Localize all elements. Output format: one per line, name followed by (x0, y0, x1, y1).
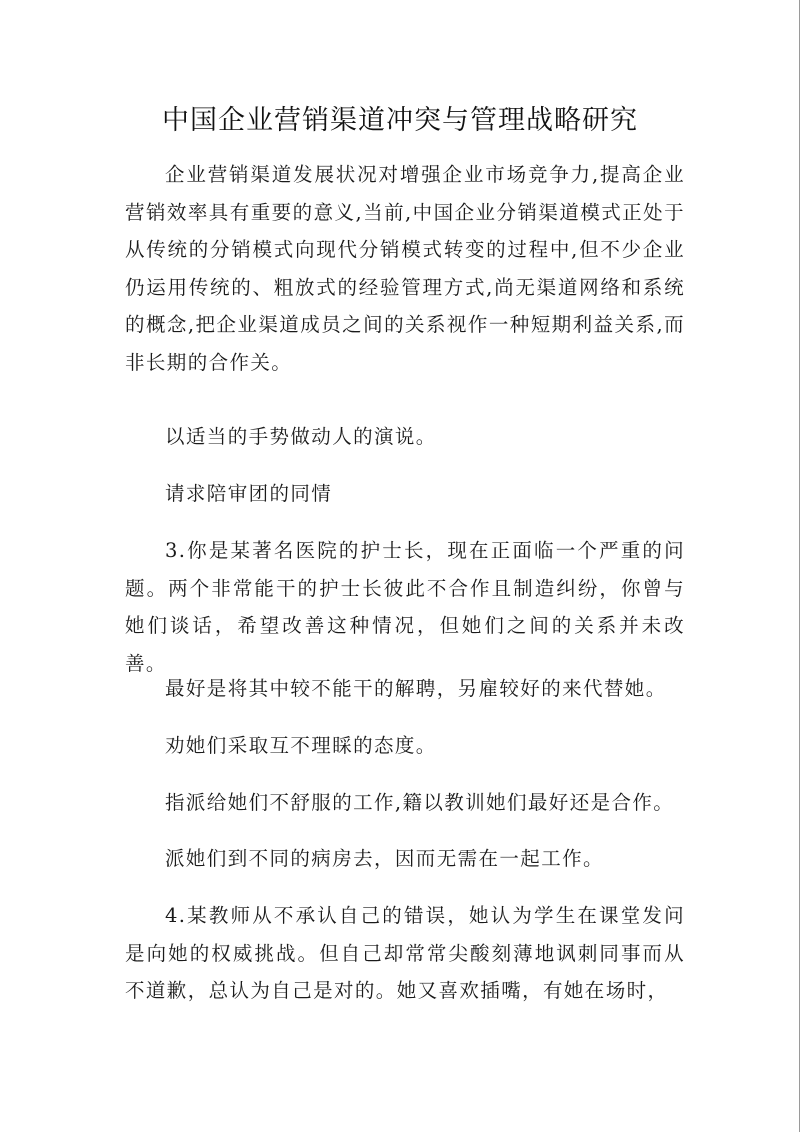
paragraph-option-dismiss: 最好是将其中较不能干的解聘，另雇较好的来代替她。 (165, 677, 667, 700)
paragraph-gesture-option: 以适当的手势做动人的演说。 (165, 425, 437, 448)
paragraph-option-assign: 指派给她们不舒服的工作,籍以教训她们最好还是合作。 (165, 791, 675, 814)
paragraph-option-ignore: 劝她们采取互不理睬的态度。 (165, 734, 437, 757)
paragraph-question-3: 3.你是某著名医院的护士长，现在正面临一个严重的问题。两个非常能干的护士长彼此不合作且制造纠纷，你曾与她们谈话，希望改善这种情况，但她们之间的关系并未改善。 (125, 539, 685, 675)
document-title: 中国企业营销渠道冲突与管理战略研究 (162, 105, 638, 136)
paragraph-option-separate: 派她们到不同的病房去，因而无需在一起工作。 (165, 847, 604, 870)
paragraph-intro: 企业营销渠道发展状况对增强企业市场竞争力,提高企业营销效率具有重要的意义,当前,中国企业分销渠道模式正处于从传统的分销模式向现代分销模式转变的过程中,但不少企业仍运用传统的、粗放式的经验管理方式,尚无渠道网络和系统的概念,把企业渠道成员之间的关系视作一种短期利益关系,而非长期的合作关。 (125, 163, 685, 374)
paragraph-question-4: 4.某教师从不承认自己的错误，她认为学生在课堂发问是向她的权威挑战。但自己却常常尖酸刻薄地讽刺同事而从不道歉，总认为自己是对的。她又喜欢插嘴，有她在场时， (125, 904, 685, 1002)
paragraph-jury-option: 请求陪审团的同情 (165, 482, 333, 505)
